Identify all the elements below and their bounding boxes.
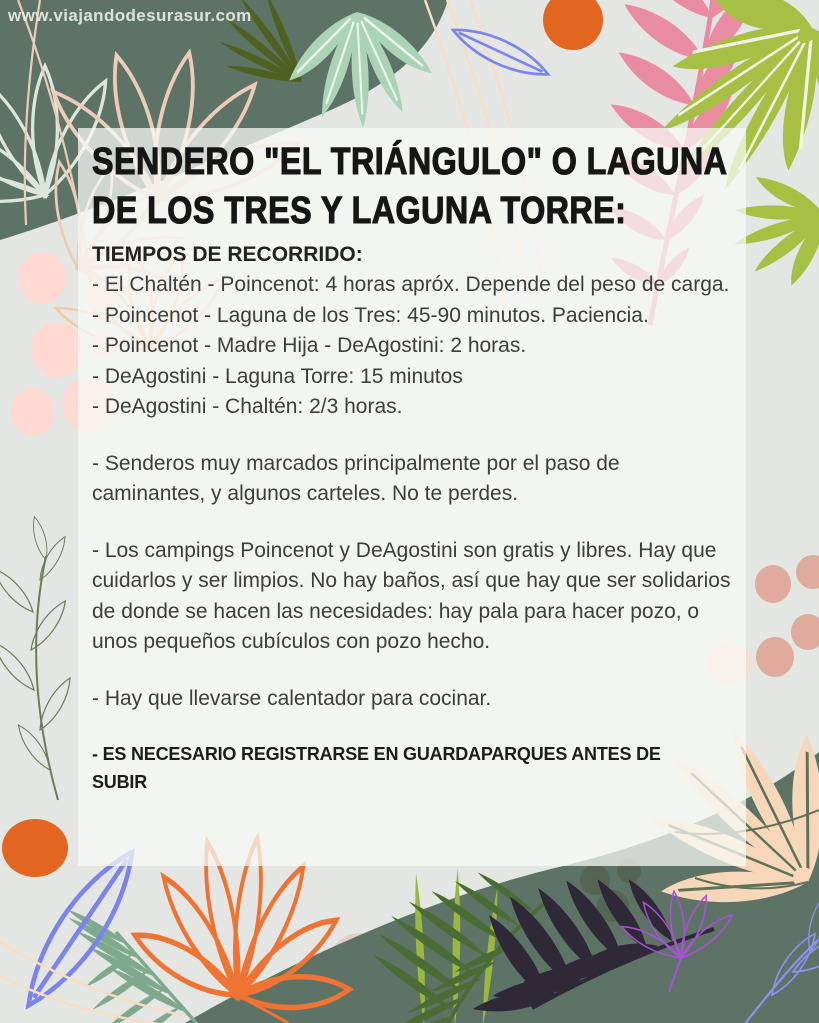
times-list [92, 270, 732, 423]
page-title [92, 138, 755, 235]
title-line-1: SENDERO "EL TRIÁNGULO" O LAGUNA [92, 141, 728, 183]
list-item: - DeAgostini - Laguna Torre: 15 minutos [92, 364, 463, 388]
warning-line-1: - ES NECESARIO REGISTRARSE EN GUARDAPARQUES ANTES DE [92, 744, 661, 765]
note-paragraph: - Hay que llevarse calentador para cocinar. [92, 686, 492, 710]
title-line-2: DE LOS TRES Y LAGUNA TORRE: [92, 189, 627, 232]
list-item: - DeAgostini - Chaltén: 2/3 horas. [92, 395, 403, 419]
list-item: - El Chaltén - Poincenot: 4 horas apróx. Depende del peso de carga. [92, 273, 730, 297]
warning-text [92, 740, 732, 796]
content-panel [78, 128, 746, 866]
warning-line-2: SUBIR [92, 772, 148, 793]
section-heading: TIEMPOS DE RECORRIDO: [92, 243, 363, 267]
watermark: www.viajandodesurasur.com [8, 6, 252, 25]
list-item: - Poincenot - Madre Hija - DeAgostini: 2 horas. [92, 334, 527, 358]
orange-circle [543, 0, 603, 50]
outline-branch-icon [0, 515, 76, 800]
list-item: - Poincenot - Laguna de los Tres: 45-90 minutos. Paciencia. [92, 303, 649, 327]
note-paragraph: - Senderos muy marcados principalmente por el paso de caminantes, y algunos carteles. No te perdes. [92, 451, 620, 506]
orange-blob [2, 819, 68, 877]
outline-leaf-icon [448, 19, 553, 85]
note-paragraph: - Los campings Poincenot y DeAgostini son gratis y libres. Hay que cuidarlos y ser limpios. No hay baños, así que hay que ser solidarios de donde se hacen las necesidades: hay pala para hacer pozo, o unos pequeños cubículos con pozo hecho. [92, 538, 731, 654]
